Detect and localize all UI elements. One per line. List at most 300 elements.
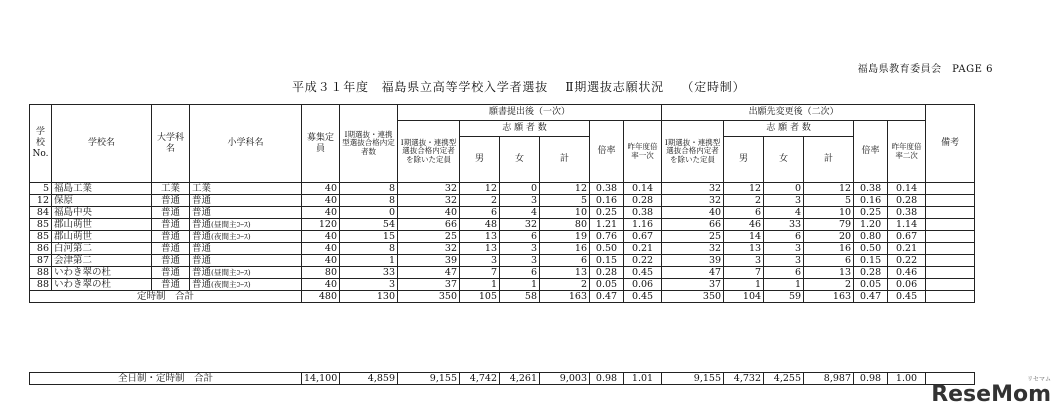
m1-value: 13 <box>484 243 497 254</box>
f2-value: 6 <box>795 267 802 278</box>
cell-m2 <box>724 243 764 255</box>
r2-value: 0.80 <box>859 231 882 242</box>
school-value: 会津第二 <box>54 255 93 266</box>
cell-r1 <box>590 243 624 255</box>
no-value: 85 <box>36 219 49 230</box>
p1-value: 3 <box>388 279 395 290</box>
cell-m1 <box>460 243 500 255</box>
cell-f2 <box>764 243 804 255</box>
header-applicants-1: 志 願 者 数 <box>460 121 590 137</box>
cell: 4,255 <box>764 373 804 385</box>
cell-school <box>52 243 152 255</box>
t2-value: 10 <box>838 207 852 218</box>
cell-minor <box>190 231 302 243</box>
school-value: 郡山萌世 <box>54 231 93 242</box>
cell-pr1 <box>624 279 662 291</box>
t2-value: 13 <box>838 267 852 278</box>
header-remarks: 備考 <box>926 105 975 183</box>
t1-value: 16 <box>574 243 587 254</box>
f2-value: 3 <box>795 243 802 254</box>
r2-value: 0.38 <box>859 183 882 194</box>
grand-total-table <box>29 372 975 385</box>
cell-school <box>52 255 152 267</box>
table-row <box>30 267 975 279</box>
cell: 105 <box>460 291 500 303</box>
cell-pr1 <box>624 207 662 219</box>
t2-value: 5 <box>845 195 852 206</box>
cell: 9,155 <box>398 373 460 385</box>
cell-f1 <box>500 207 540 219</box>
pr1-value: 1.16 <box>631 219 654 230</box>
cap1-value: 32 <box>444 243 457 254</box>
cap-value: 40 <box>324 183 337 194</box>
cell-f2 <box>764 219 804 231</box>
t1-value: 5 <box>580 195 587 206</box>
cell-major <box>152 267 190 279</box>
cell: 14,100 <box>302 373 340 385</box>
cell-p1 <box>340 207 398 219</box>
r2-value: 0.25 <box>859 207 882 218</box>
cell-cap <box>302 255 340 267</box>
no-value: 5 <box>42 183 49 194</box>
cell-f2 <box>764 279 804 291</box>
cell-cap <box>302 207 340 219</box>
p1-value: 8 <box>388 243 395 254</box>
r1-value: 1.21 <box>595 219 618 230</box>
cell: 104 <box>724 291 764 303</box>
cell-p1 <box>340 231 398 243</box>
no-value: 87 <box>36 255 49 266</box>
cell-pr2 <box>888 255 926 267</box>
cap2-value: 37 <box>708 279 722 290</box>
cell: 4,742 <box>460 373 500 385</box>
school-value: 保原 <box>54 195 74 206</box>
cap-value: 40 <box>324 207 337 218</box>
cell-r1 <box>590 267 624 279</box>
cell-pr2 <box>888 279 926 291</box>
grand-total-label: 全日制・定時制 合計 <box>30 373 302 385</box>
cap1-value: 37 <box>444 279 457 290</box>
header-school-name: 学校名 <box>52 105 152 183</box>
cell-f2 <box>764 183 804 195</box>
header-ratio-1: 倍率 <box>590 121 624 183</box>
pr2-value: 0.22 <box>895 255 918 266</box>
pr2-value: 0.06 <box>895 279 918 290</box>
cell-minor <box>190 195 302 207</box>
cell-remarks <box>926 231 975 243</box>
cell-t2 <box>804 195 854 207</box>
cell-r2 <box>854 183 888 195</box>
cell: 0.45 <box>624 291 662 303</box>
r2-value: 0.05 <box>859 279 882 290</box>
m1-value: 2 <box>490 195 497 206</box>
major-value: 普通 <box>160 255 180 266</box>
cell-pr1 <box>624 267 662 279</box>
cell-p1 <box>340 219 398 231</box>
cell-cap <box>302 243 340 255</box>
cell: 350 <box>662 291 724 303</box>
cell-cap <box>302 231 340 243</box>
school-value: いわき翠の杜 <box>54 279 112 290</box>
cell-m2 <box>724 279 764 291</box>
r1-value: 0.50 <box>595 243 618 254</box>
cell-cap2 <box>662 255 724 267</box>
cell-pr2 <box>888 219 926 231</box>
cell: 0.47 <box>590 291 624 303</box>
cell-r2 <box>854 267 888 279</box>
cell-cap <box>302 195 340 207</box>
minor-value: 普通 <box>192 231 212 242</box>
cell-r2 <box>854 255 888 267</box>
r2-value: 0.15 <box>859 255 882 266</box>
cap-value: 40 <box>324 255 337 266</box>
cell-m2 <box>724 231 764 243</box>
f2-value: 0 <box>795 183 802 194</box>
cell: 8,987 <box>804 373 854 385</box>
document-title: 平成３１年度 福島県立高等学校入学者選抜 Ⅱ期選抜志願状況 （定時制） <box>292 80 746 94</box>
t1-value: 19 <box>574 231 587 242</box>
header-excluded-capacity-1: Ⅰ期選抜・連携型選抜合格内定者を除いた定員 <box>398 121 460 183</box>
cell: 0.45 <box>888 291 926 303</box>
cell-f1 <box>500 195 540 207</box>
cell-f1 <box>500 267 540 279</box>
table-row <box>30 207 975 219</box>
cell-p1 <box>340 195 398 207</box>
cell-school <box>52 195 152 207</box>
t2-value: 79 <box>838 219 852 230</box>
cell-minor <box>190 243 302 255</box>
m2-value: 1 <box>755 279 762 290</box>
cell-p1 <box>340 279 398 291</box>
no-value: 88 <box>36 279 49 290</box>
m2-value: 3 <box>755 255 762 266</box>
t2-value: 12 <box>838 183 852 194</box>
cell-m1 <box>460 207 500 219</box>
m2-value: 2 <box>755 195 762 206</box>
cell-remarks <box>926 255 975 267</box>
minor-value: 普通 <box>192 195 212 206</box>
cell-m2 <box>724 195 764 207</box>
m1-value: 1 <box>490 279 497 290</box>
cell-t2 <box>804 255 854 267</box>
cell-major <box>152 207 190 219</box>
cell-school <box>52 279 152 291</box>
cell-m1 <box>460 231 500 243</box>
m1-value: 12 <box>484 183 497 194</box>
cell: 9,155 <box>662 373 724 385</box>
cap1-value: 66 <box>444 219 457 230</box>
cell-r1 <box>590 207 624 219</box>
cell: 4,732 <box>724 373 764 385</box>
cell-minor <box>190 279 302 291</box>
table-row <box>30 243 975 255</box>
cell-p1 <box>340 267 398 279</box>
resemom-logo <box>931 382 1051 407</box>
cell-remarks <box>926 207 975 219</box>
cell-school <box>52 231 152 243</box>
t2-value: 2 <box>845 279 852 290</box>
cell-cap2 <box>662 231 724 243</box>
cell-major <box>152 219 190 231</box>
course-value: (昼間主ｺｰｽ) <box>211 268 251 277</box>
cell-pr2 <box>888 231 926 243</box>
cell-r1 <box>590 231 624 243</box>
cell-cap1 <box>398 207 460 219</box>
cell-p1 <box>340 243 398 255</box>
t1-value: 12 <box>574 183 587 194</box>
cell-cap <box>302 267 340 279</box>
r1-value: 0.15 <box>595 255 618 266</box>
cap2-value: 39 <box>708 255 722 266</box>
f1-value: 1 <box>530 279 537 290</box>
f2-value: 6 <box>795 231 802 242</box>
cell: 130 <box>340 291 398 303</box>
minor-value: 普通 <box>192 243 212 254</box>
cell-pr1 <box>624 243 662 255</box>
cell-f1 <box>500 219 540 231</box>
header-female-1: 女 <box>500 137 540 183</box>
cell-no <box>30 255 52 267</box>
r2-value: 0.50 <box>859 243 882 254</box>
table-row <box>30 279 975 291</box>
p1-value: 54 <box>382 219 395 230</box>
t2-value: 6 <box>845 255 852 266</box>
cell-cap1 <box>398 195 460 207</box>
cell-cap1 <box>398 255 460 267</box>
cell-cap2 <box>662 243 724 255</box>
header-total-2: 計 <box>804 137 854 183</box>
r1-value: 0.16 <box>595 195 618 206</box>
cell-major <box>152 195 190 207</box>
cell-major <box>152 183 190 195</box>
cell-t2 <box>804 231 854 243</box>
major-value: 普通 <box>160 279 180 290</box>
cell-minor <box>190 267 302 279</box>
cell-pr2 <box>888 195 926 207</box>
p1-value: 0 <box>388 207 395 218</box>
cell-t1 <box>540 267 590 279</box>
cell-cap <box>302 183 340 195</box>
cell-cap2 <box>662 279 724 291</box>
cell-r1 <box>590 195 624 207</box>
t1-value: 80 <box>574 219 587 230</box>
cap1-value: 40 <box>444 207 457 218</box>
pr2-value: 0.14 <box>895 183 918 194</box>
no-value: 88 <box>36 267 49 278</box>
r1-value: 0.76 <box>595 231 618 242</box>
header-major: 大学科名 <box>152 105 190 183</box>
watermark-sub: リセマム <box>1027 376 1051 383</box>
m2-value: 13 <box>748 243 762 254</box>
pr2-value: 0.46 <box>895 267 918 278</box>
cell-cap2 <box>662 195 724 207</box>
r1-value: 0.25 <box>595 207 618 218</box>
header-school-no: 学校No. <box>30 105 52 183</box>
m2-value: 12 <box>748 183 762 194</box>
cell: 1.01 <box>624 373 662 385</box>
f1-value: 3 <box>530 195 537 206</box>
r1-value: 0.38 <box>595 183 618 194</box>
cell-f2 <box>764 255 804 267</box>
cell: 163 <box>804 291 854 303</box>
cell-remarks <box>926 195 975 207</box>
cell-f2 <box>764 267 804 279</box>
cell: 0.98 <box>590 373 624 385</box>
course-value: (夜間主ｺｰｽ) <box>211 280 251 289</box>
applications-table <box>29 104 975 303</box>
cell <box>926 291 975 303</box>
p1-value: 1 <box>388 255 395 266</box>
cell-pr1 <box>624 219 662 231</box>
f1-value: 0 <box>530 183 537 194</box>
course-value: (昼間主ｺｰｽ) <box>211 220 251 229</box>
cell-cap1 <box>398 231 460 243</box>
table-row <box>30 255 975 267</box>
p1-value: 8 <box>388 183 395 194</box>
school-value: いわき翠の杜 <box>54 267 112 278</box>
header-after-change: 出願先変更後（二次） <box>662 105 926 121</box>
cell-cap2 <box>662 267 724 279</box>
cell-p1 <box>340 255 398 267</box>
minor-value: 普通 <box>192 267 212 278</box>
cell-m1 <box>460 195 500 207</box>
cell-t1 <box>540 183 590 195</box>
pr1-value: 0.67 <box>631 231 654 242</box>
cell-r2 <box>854 243 888 255</box>
p1-value: 15 <box>382 231 395 242</box>
issuer-label: 福島県教育委員会 PAGE 6 <box>857 64 993 75</box>
school-value: 郡山萌世 <box>54 219 93 230</box>
cell-r2 <box>854 195 888 207</box>
header-total-1: 計 <box>540 137 590 183</box>
cell-m2 <box>724 219 764 231</box>
cell-pr1 <box>624 255 662 267</box>
cell-m1 <box>460 255 500 267</box>
cell-cap1 <box>398 219 460 231</box>
major-value: 普通 <box>160 219 180 230</box>
cell-cap <box>302 279 340 291</box>
cell-r1 <box>590 255 624 267</box>
cell-t2 <box>804 279 854 291</box>
r2-value: 0.16 <box>859 195 882 206</box>
cell-school <box>52 207 152 219</box>
major-value: 普通 <box>160 267 180 278</box>
header-prev-ratio-2: 昨年度倍率二次 <box>888 121 926 183</box>
cap-value: 40 <box>324 195 337 206</box>
cell-no <box>30 231 52 243</box>
major-value: 普通 <box>160 231 180 242</box>
cell-t1 <box>540 231 590 243</box>
cell: 9,003 <box>540 373 590 385</box>
pr2-value: 0.21 <box>895 243 918 254</box>
cap-value: 80 <box>324 267 337 278</box>
cell-minor <box>190 207 302 219</box>
f2-value: 1 <box>795 279 802 290</box>
cell-p1 <box>340 183 398 195</box>
f2-value: 4 <box>795 207 802 218</box>
cell: 4,859 <box>340 373 398 385</box>
table-row <box>30 195 975 207</box>
school-value: 白河第二 <box>54 243 93 254</box>
cell-pr2 <box>888 267 926 279</box>
cell: 0.47 <box>854 291 888 303</box>
minor-value: 普通 <box>192 255 212 266</box>
cell-t1 <box>540 207 590 219</box>
pr2-value: 0.67 <box>895 231 918 242</box>
pr1-value: 0.28 <box>631 195 654 206</box>
cell-m2 <box>724 183 764 195</box>
cell-school <box>52 219 152 231</box>
cell: 1.00 <box>888 373 926 385</box>
minor-value: 普通 <box>192 207 212 218</box>
cell-no <box>30 279 52 291</box>
grand-total-row <box>30 373 975 385</box>
f2-value: 33 <box>788 219 802 230</box>
cell-major <box>152 243 190 255</box>
cell-cap2 <box>662 219 724 231</box>
cell-f1 <box>500 183 540 195</box>
cell-remarks <box>926 183 975 195</box>
pr1-value: 0.38 <box>631 207 654 218</box>
cell: 480 <box>302 291 340 303</box>
major-value: 普通 <box>160 207 180 218</box>
cell: 59 <box>764 291 804 303</box>
cell: 163 <box>540 291 590 303</box>
cell-pr1 <box>624 231 662 243</box>
cell-r2 <box>854 279 888 291</box>
f1-value: 6 <box>530 267 537 278</box>
cap2-value: 32 <box>708 243 722 254</box>
school-value: 福島中央 <box>54 207 93 218</box>
cell-m2 <box>724 267 764 279</box>
f1-value: 3 <box>530 243 537 254</box>
t2-value: 16 <box>838 243 852 254</box>
no-value: 12 <box>36 195 49 206</box>
cell-t2 <box>804 219 854 231</box>
header-excluded-capacity-2: Ⅰ期選抜・連携型選抜合格内定者を除いた定員 <box>662 121 724 183</box>
cell-remarks <box>926 267 975 279</box>
cell-school <box>52 267 152 279</box>
cell-t1 <box>540 195 590 207</box>
cell-t2 <box>804 267 854 279</box>
cell-no <box>30 183 52 195</box>
cell-r2 <box>854 219 888 231</box>
cell-t1 <box>540 243 590 255</box>
cell-t1 <box>540 255 590 267</box>
m2-value: 6 <box>755 207 762 218</box>
cell-school <box>52 183 152 195</box>
cell-f2 <box>764 195 804 207</box>
cap2-value: 32 <box>708 195 722 206</box>
cell: 350 <box>398 291 460 303</box>
cell-f2 <box>764 207 804 219</box>
cell-major <box>152 279 190 291</box>
table-row <box>30 231 975 243</box>
cell-f2 <box>764 231 804 243</box>
cell-major <box>152 255 190 267</box>
m2-value: 14 <box>748 231 762 242</box>
p1-value: 33 <box>382 267 395 278</box>
cell-remarks <box>926 243 975 255</box>
f1-value: 6 <box>530 231 537 242</box>
cell: 58 <box>500 291 540 303</box>
cell-no <box>30 267 52 279</box>
header-ratio-2: 倍率 <box>854 121 888 183</box>
cell-pr1 <box>624 183 662 195</box>
cell-cap1 <box>398 267 460 279</box>
cell-pr2 <box>888 207 926 219</box>
pr1-value: 0.21 <box>631 243 654 254</box>
